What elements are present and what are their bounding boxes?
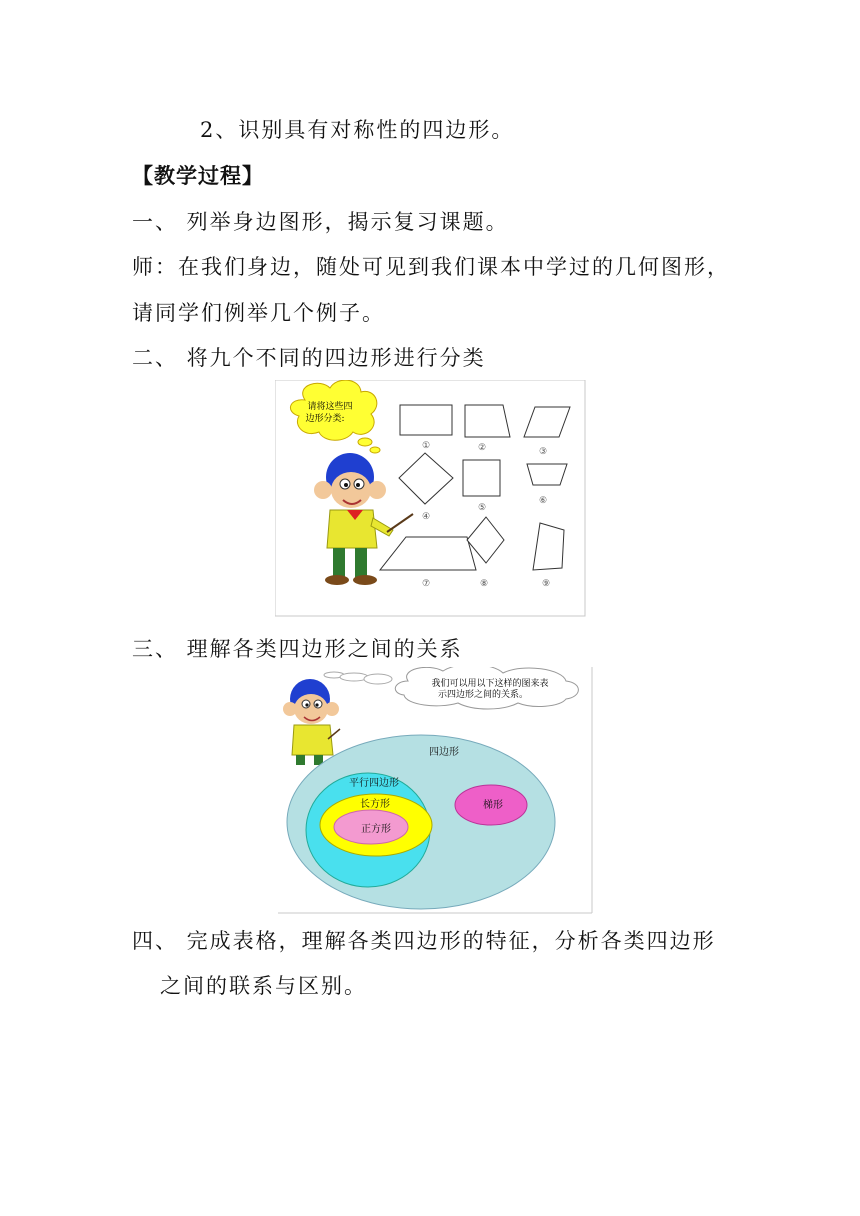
label-rectangle: 长方形 [360, 799, 390, 810]
step-3: 三、 理解各类四边形之间的关系 [132, 637, 463, 661]
shape-6-trapezoid [527, 464, 567, 485]
label-parallelogram: 平行四边形 [349, 778, 399, 789]
shape-5-square [463, 460, 500, 496]
shape-number-1: ① [421, 441, 431, 451]
teacher-line-1: 师：在我们身边，随处可见到我们课本中学过的几何图形， [132, 255, 730, 279]
bubble-text-2: 边形分类: [305, 414, 345, 424]
step-4-line-2: 之间的联系与区别。 [160, 974, 367, 998]
teacher-line-2: 请同学们例举几个例子。 [132, 301, 385, 325]
cloud-text-2: 示四边形之间的关系。 [437, 690, 529, 700]
step-2: 二、 将九个不同的四边形进行分类 [132, 346, 486, 370]
label-square: 正方形 [361, 824, 391, 835]
shape-number-2: ② [477, 443, 487, 453]
cartoon-teacher-small [283, 679, 340, 765]
shape-1-rectangle [400, 405, 452, 435]
speech-cloud [324, 667, 578, 709]
objective-2: 2、识别具有对称性的四边形。 [200, 118, 515, 142]
shape-number-5: ⑤ [477, 503, 487, 513]
quadrilateral-relationship-diagram [278, 667, 594, 915]
shape-number-8: ⑧ [479, 579, 489, 589]
cloud-text-1: 我们可以用以下这样的图来表 [431, 679, 549, 689]
step-4-line-1: 四、 完成表格，理解各类四边形的特征，分析各类四边形 [132, 929, 716, 953]
step-1: 一、 列举身边图形，揭示复习课题。 [132, 210, 509, 234]
quadrilateral-classification-figure [275, 380, 587, 618]
label-trapezoid: 梯形 [483, 800, 503, 811]
shape-number-3: ③ [538, 447, 548, 457]
process-heading: 【教学过程】 [132, 164, 264, 188]
label-quadrilateral: 四边形 [429, 747, 459, 758]
shape-number-4: ④ [421, 512, 431, 522]
shape-number-9: ⑨ [541, 579, 551, 589]
shape-number-6: ⑥ [538, 496, 548, 506]
shape-number-7: ⑦ [421, 579, 431, 589]
bubble-text-1: 请将这些四 [307, 402, 353, 412]
shape-2-right-trapezoid [465, 405, 510, 437]
